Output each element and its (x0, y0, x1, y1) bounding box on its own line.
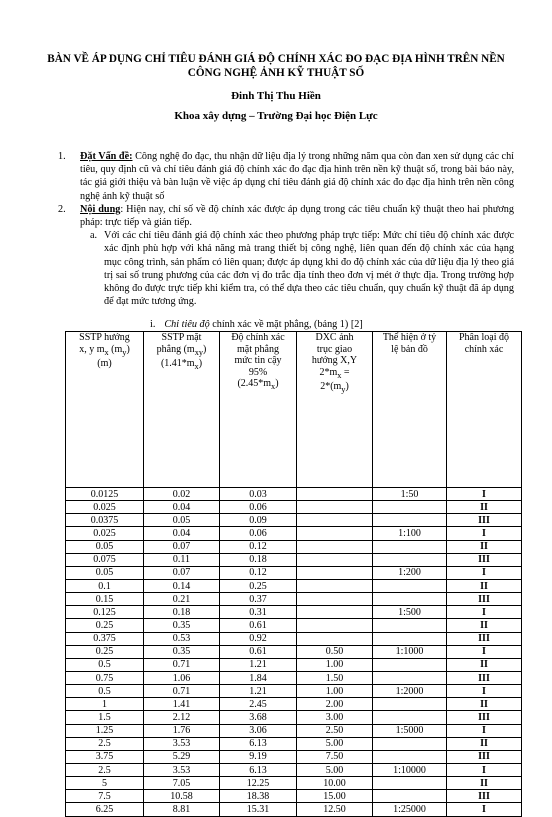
table-row (66, 777, 522, 790)
cell-class: I (447, 645, 522, 658)
cell-map-scale (373, 737, 447, 750)
table-row (66, 619, 522, 632)
cell-sstp-xy: 0.025 (66, 501, 144, 514)
cell-map-scale: 1:5000 (373, 724, 447, 737)
header-class: Phân loại độ chính xác (447, 332, 522, 488)
cell-accuracy-95: 1.84 (220, 671, 297, 684)
cell-sstp-plane: 3.53 (144, 737, 220, 750)
cell-accuracy-95: 0.06 (220, 501, 297, 514)
cell-map-scale: 1:50 (373, 488, 447, 501)
cell-accuracy-95: 0.18 (220, 553, 297, 566)
cell-map-scale (373, 632, 447, 645)
cell-dxc: 2.00 (297, 698, 373, 711)
cell-sstp-plane: 10.58 (144, 790, 220, 803)
cell-sstp-xy: 3.75 (66, 750, 144, 763)
cell-class: I (447, 685, 522, 698)
cell-accuracy-95: 3.68 (220, 711, 297, 724)
table-row (66, 527, 522, 540)
cell-dxc (297, 566, 373, 579)
cell-accuracy-95: 1.21 (220, 658, 297, 671)
cell-sstp-plane: 0.18 (144, 606, 220, 619)
caption-italic: Chỉ tiêu độ (164, 319, 210, 330)
cell-map-scale: 1:1000 (373, 645, 447, 658)
subsection-text: Với các chỉ tiêu đánh giá độ chính xác theo phương pháp trực tiếp: Mức chỉ tiêu độ chính xác được xác định phù hợp với khả năng mà trang thiết bị công nghệ, liên quan đến độ chính xác của hạng mục công trình, sản phẩm có liên quan; được áp dụng khi đo độ chính xác của dữ liệu địa lý theo giá trị sai số trung phương của các đơn vị đo trắc địa tính theo đơn vị mét ở thực địa. Trong trường hợp không đo được trực tiếp khi kiểm tra, có thể dựa theo các tiêu chuẩn, quy chuẩn kỹ thuật đã áp dụng để đạt mức tương ứng. (104, 230, 514, 308)
cell-sstp-plane: 0.02 (144, 488, 220, 501)
header-dxc: DXC ảnh trục giao hướng X,Y $2*m_x$ = $2*(m_y)$ (297, 332, 373, 488)
cell-dxc: 1.00 (297, 658, 373, 671)
table-row (66, 763, 522, 776)
table-row (66, 606, 522, 619)
cell-class: II (447, 501, 522, 514)
cell-class: III (447, 514, 522, 527)
caption-text: chính xác về mặt phẳng, (bảng 1) [2] (209, 319, 363, 330)
table-row (66, 711, 522, 724)
cell-sstp-xy: 0.05 (66, 566, 144, 579)
cell-class: I (447, 606, 522, 619)
cell-sstp-xy: 0.15 (66, 593, 144, 606)
cell-sstp-plane: 0.07 (144, 566, 220, 579)
table-header-row (66, 332, 522, 488)
table-row (66, 658, 522, 671)
cell-map-scale (373, 540, 447, 553)
table-row (66, 488, 522, 501)
cell-sstp-plane: 0.35 (144, 619, 220, 632)
cell-map-scale (373, 501, 447, 514)
cell-sstp-plane: 0.71 (144, 685, 220, 698)
cell-sstp-plane: 0.53 (144, 632, 220, 645)
cell-dxc (297, 527, 373, 540)
cell-map-scale (373, 593, 447, 606)
cell-map-scale: 1:2000 (373, 685, 447, 698)
cell-dxc: 2.50 (297, 724, 373, 737)
cell-dxc: 7.50 (297, 750, 373, 763)
subsection-a (58, 229, 514, 308)
cell-class: III (447, 750, 522, 763)
cell-dxc (297, 579, 373, 592)
cell-class: II (447, 658, 522, 671)
table-row (66, 501, 522, 514)
cell-sstp-plane: 1.76 (144, 724, 220, 737)
cell-map-scale (373, 790, 447, 803)
table-row (66, 553, 522, 566)
cell-sstp-plane: 0.05 (144, 514, 220, 527)
cell-accuracy-95: 1.21 (220, 685, 297, 698)
cell-class: II (447, 540, 522, 553)
table-row (66, 632, 522, 645)
cell-class: I (447, 724, 522, 737)
cell-map-scale (373, 777, 447, 790)
section-number: 1. (58, 151, 66, 162)
cell-sstp-xy: 7.5 (66, 790, 144, 803)
cell-class: II (447, 698, 522, 711)
cell-class: III (447, 790, 522, 803)
cell-class: I (447, 488, 522, 501)
cell-dxc: 12.50 (297, 803, 373, 816)
cell-accuracy-95: 0.37 (220, 593, 297, 606)
subsection-number: a. (90, 230, 98, 242)
cell-map-scale (373, 514, 447, 527)
cell-sstp-xy: 0.5 (66, 685, 144, 698)
cell-class: I (447, 527, 522, 540)
cell-class: I (447, 763, 522, 776)
cell-sstp-xy: 0.075 (66, 553, 144, 566)
cell-class: II (447, 579, 522, 592)
cell-sstp-xy: 0.25 (66, 619, 144, 632)
cell-map-scale (373, 711, 447, 724)
table-row (66, 566, 522, 579)
header-sstp-xy: SSTP hướng x, y $m_x$ $(m_y)$ (m) (66, 332, 144, 488)
cell-dxc (297, 632, 373, 645)
table-row (66, 579, 522, 592)
cell-class: I (447, 566, 522, 579)
table-row (66, 698, 522, 711)
cell-dxc (297, 553, 373, 566)
cell-map-scale: 1:500 (373, 606, 447, 619)
cell-sstp-xy: 0.5 (66, 658, 144, 671)
cell-accuracy-95: 0.31 (220, 606, 297, 619)
cell-accuracy-95: 6.13 (220, 737, 297, 750)
section-number: 2. (58, 203, 66, 215)
table-row (66, 671, 522, 684)
cell-dxc: 10.00 (297, 777, 373, 790)
cell-class: I (447, 803, 522, 816)
cell-sstp-xy: 1.5 (66, 711, 144, 724)
cell-map-scale (373, 553, 447, 566)
table-row (66, 724, 522, 737)
cell-sstp-plane: 0.35 (144, 645, 220, 658)
table-row (66, 593, 522, 606)
table-row (66, 803, 522, 816)
header-map-scale: Thể hiện ở tỷ lệ bản đồ (373, 332, 447, 488)
cell-dxc (297, 488, 373, 501)
section-text: Công nghệ đo đạc, thu nhận dữ liệu địa lý trong những năm qua còn đan xen sử dụng các chỉ tiêu, quy định cũ và chỉ tiêu đánh giá độ chính xác đo đạc địa hình trên nền kỹ thuật số, trong bài báo này, tác giả giới thiệu và bàn luận về việc áp dụng chỉ tiêu đánh giá độ chính xác đo đạc địa hình trên nền công nghệ ảnh kỹ thuật số (80, 151, 514, 202)
cell-class: III (447, 671, 522, 684)
accuracy-table (65, 331, 522, 817)
cell-sstp-xy: 0.25 (66, 645, 144, 658)
cell-dxc (297, 501, 373, 514)
cell-sstp-plane: 0.04 (144, 501, 220, 514)
section-heading: Đặt Vấn đề: (80, 151, 133, 162)
cell-sstp-plane: 0.71 (144, 658, 220, 671)
table-row (66, 685, 522, 698)
cell-class: II (447, 777, 522, 790)
cell-map-scale (373, 579, 447, 592)
cell-dxc: 0.50 (297, 645, 373, 658)
cell-dxc: 3.00 (297, 711, 373, 724)
cell-sstp-xy: 0.75 (66, 671, 144, 684)
cell-sstp-plane: 0.14 (144, 579, 220, 592)
cell-sstp-xy: 6.25 (66, 803, 144, 816)
cell-dxc: 1.00 (297, 685, 373, 698)
cell-sstp-xy: 0.1 (66, 579, 144, 592)
cell-accuracy-95: 18.38 (220, 790, 297, 803)
cell-accuracy-95: 0.03 (220, 488, 297, 501)
cell-dxc: 15.00 (297, 790, 373, 803)
section-text: : Hiện nay, chỉ số về độ chính xác được áp dụng trong các tiêu chuẩn kỹ thuật theo hai phương pháp: trực tiếp và gián tiếp. (80, 203, 514, 229)
cell-sstp-plane: 0.21 (144, 593, 220, 606)
cell-accuracy-95: 0.06 (220, 527, 297, 540)
table-row (66, 737, 522, 750)
cell-accuracy-95: 0.61 (220, 645, 297, 658)
cell-class: III (447, 632, 522, 645)
cell-sstp-xy: 0.0125 (66, 488, 144, 501)
cell-map-scale (373, 698, 447, 711)
cell-class: III (447, 711, 522, 724)
table-row (66, 790, 522, 803)
cell-accuracy-95: 3.06 (220, 724, 297, 737)
cell-sstp-plane: 7.05 (144, 777, 220, 790)
section-1 (58, 150, 514, 203)
cell-accuracy-95: 12.25 (220, 777, 297, 790)
cell-dxc (297, 540, 373, 553)
table-body (66, 488, 522, 817)
cell-sstp-plane: 8.81 (144, 803, 220, 816)
cell-sstp-plane: 1.41 (144, 698, 220, 711)
cell-accuracy-95: 0.25 (220, 579, 297, 592)
document-body (58, 150, 514, 308)
cell-map-scale: 1:10000 (373, 763, 447, 776)
cell-sstp-xy: 0.375 (66, 632, 144, 645)
cell-sstp-plane: 0.07 (144, 540, 220, 553)
cell-map-scale (373, 750, 447, 763)
cell-map-scale: 1:100 (373, 527, 447, 540)
section-heading: Nội dung (80, 203, 121, 215)
cell-accuracy-95: 2.45 (220, 698, 297, 711)
cell-map-scale: 1:200 (373, 566, 447, 579)
document-title: BÀN VỀ ÁP DỤNG CHỈ TIÊU ĐÁNH GIÁ ĐỘ CHÍNH XÁC ĐO ĐẠC ĐỊA HÌNH TRÊN NỀN CÔNG NGHỆ ẢNH KỸ THUẬT SỐ (47, 53, 505, 79)
cell-sstp-plane: 5.29 (144, 750, 220, 763)
cell-sstp-xy: 0.125 (66, 606, 144, 619)
cell-sstp-plane: 0.11 (144, 553, 220, 566)
cell-sstp-xy: 2.5 (66, 763, 144, 776)
cell-class: III (447, 553, 522, 566)
cell-map-scale (373, 658, 447, 671)
table-row (66, 645, 522, 658)
cell-dxc: 1.50 (297, 671, 373, 684)
cell-sstp-xy: 0.025 (66, 527, 144, 540)
cell-sstp-plane: 1.06 (144, 671, 220, 684)
cell-sstp-xy: 2.5 (66, 737, 144, 750)
cell-accuracy-95: 0.61 (220, 619, 297, 632)
cell-dxc (297, 514, 373, 527)
cell-accuracy-95: 0.09 (220, 514, 297, 527)
cell-accuracy-95: 15.31 (220, 803, 297, 816)
cell-accuracy-95: 0.92 (220, 632, 297, 645)
cell-map-scale: 1:25000 (373, 803, 447, 816)
author-affiliation: Khoa xây dựng – Trường Đại học Điện Lực (174, 110, 378, 122)
table-row (66, 514, 522, 527)
cell-accuracy-95: 0.12 (220, 566, 297, 579)
cell-sstp-xy: 0.05 (66, 540, 144, 553)
cell-accuracy-95: 9.19 (220, 750, 297, 763)
cell-class: III (447, 593, 522, 606)
cell-sstp-xy: 1 (66, 698, 144, 711)
cell-sstp-xy: 1.25 (66, 724, 144, 737)
cell-accuracy-95: 0.12 (220, 540, 297, 553)
cell-sstp-xy: 5 (66, 777, 144, 790)
header-sstp-plane: SSTP mặt phẳng $(m_{xy})$ $(1.41*m_x)$ (144, 332, 220, 488)
cell-map-scale (373, 671, 447, 684)
cell-dxc: 5.00 (297, 763, 373, 776)
cell-accuracy-95: 6.13 (220, 763, 297, 776)
cell-sstp-plane: 0.04 (144, 527, 220, 540)
cell-dxc (297, 606, 373, 619)
cell-sstp-xy: 0.0375 (66, 514, 144, 527)
cell-dxc (297, 619, 373, 632)
cell-sstp-plane: 2.12 (144, 711, 220, 724)
cell-class: II (447, 737, 522, 750)
author-name: Đinh Thị Thu Hiền (231, 90, 321, 102)
cell-dxc: 5.00 (297, 737, 373, 750)
table-caption (150, 319, 363, 330)
cell-sstp-plane: 3.53 (144, 763, 220, 776)
table-row (66, 540, 522, 553)
cell-dxc (297, 593, 373, 606)
cell-map-scale (373, 619, 447, 632)
table-row (66, 750, 522, 763)
header-accuracy-95: Độ chính xác mặt phẳng mức tin cậy 95% $(2.45*m_x)$ (220, 332, 297, 488)
cell-class: II (447, 619, 522, 632)
caption-number: i. (150, 319, 156, 330)
section-2 (58, 203, 514, 229)
